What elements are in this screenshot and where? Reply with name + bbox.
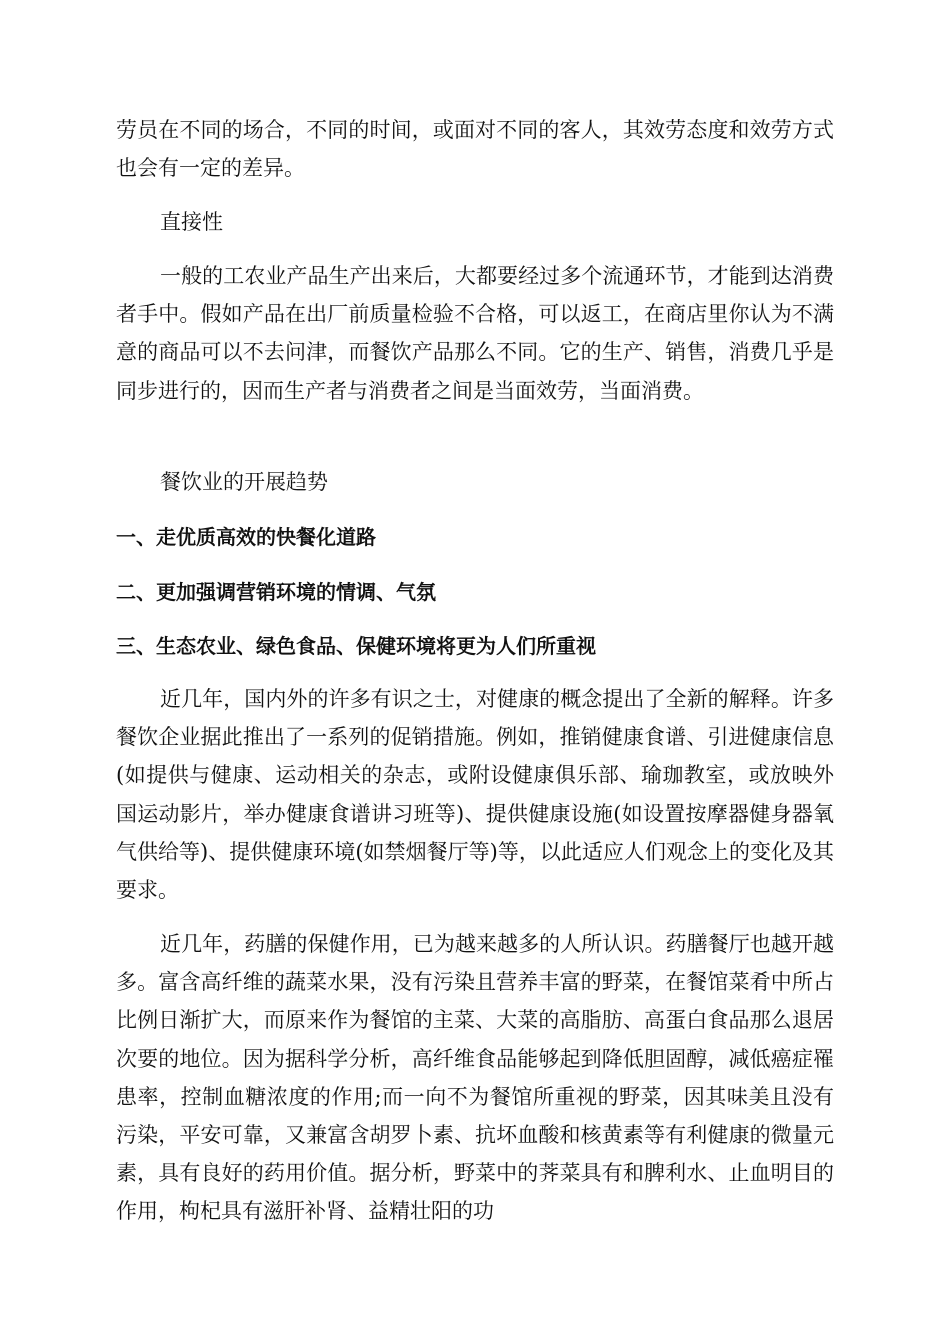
heading-ecology: 三、生态农业、绿色食品、保健环境将更为人们所重视 (116, 634, 596, 658)
section-label-direct: 直接性 (160, 210, 223, 234)
paragraph-herbal: 近几年，药膳的保健作用，已为越来越多的人所认识。药膳餐厅也越开越多。富含高纤维的蔬菜水果，没有污染且营养丰富的野菜，在餐馆菜肴中所占比例日渐扩大，而原来作为餐馆的主菜、大菜的高脂肪、高蛋白食品那么退居次要的地位。因为据科学分析，高纤维食品能够起到降低胆固醇，减低癌症罹患率，控制血糖浓度的作用;而一向不为餐馆所重视的野菜，因其味美且没有污染，平安可靠，又兼富含胡罗卜素、抗坏血酸和核黄素等有利健康的微量元素，具有良好的药用价值。据分析，野菜中的荠菜具有和脾利水、止血明目的作用，枸杞具有滋肝补肾、益精壮阳的功 (116, 932, 834, 1224)
heading-atmosphere: 二、更加强调营销环境的情调、气氛 (116, 580, 436, 604)
paragraph-continuation: 劳员在不同的场合，不同的时间，或面对不同的客人，其效劳态度和效劳方式也会有一定的差异。 (116, 118, 834, 181)
paragraph-direct: 一般的工农业产品生产出来后，大都要经过多个流通环节，才能到达消费者手中。假如产品在出厂前质量检验不合格，可以返工，在商店里你认为不满意的商品可以不去问津，而餐饮产品那么不同。它的生产、销售，消费几乎是同步进行的，因而生产者与消费者之间是当面效劳，当面消费。 (116, 264, 834, 403)
section-label-trends: 餐饮业的开展趋势 (160, 470, 328, 494)
paragraph-health: 近几年，国内外的许多有识之士，对健康的概念提出了全新的解释。许多餐饮企业据此推出了一系列的促销措施。例如，推销健康食谱、引进健康信息(如提供与健康、运动相关的杂志，或附设健康俱乐部、瑜珈教室，或放映外国运动影片，举办健康食谱讲习班等)、提供健康设施(如设置按摩器健身器氧气供给等)、提供健康环境(如禁烟餐厅等)等，以此适应人们观念上的变化及其要求。 (116, 687, 834, 903)
heading-fast-food: 一、走优质高效的快餐化道路 (116, 525, 376, 549)
